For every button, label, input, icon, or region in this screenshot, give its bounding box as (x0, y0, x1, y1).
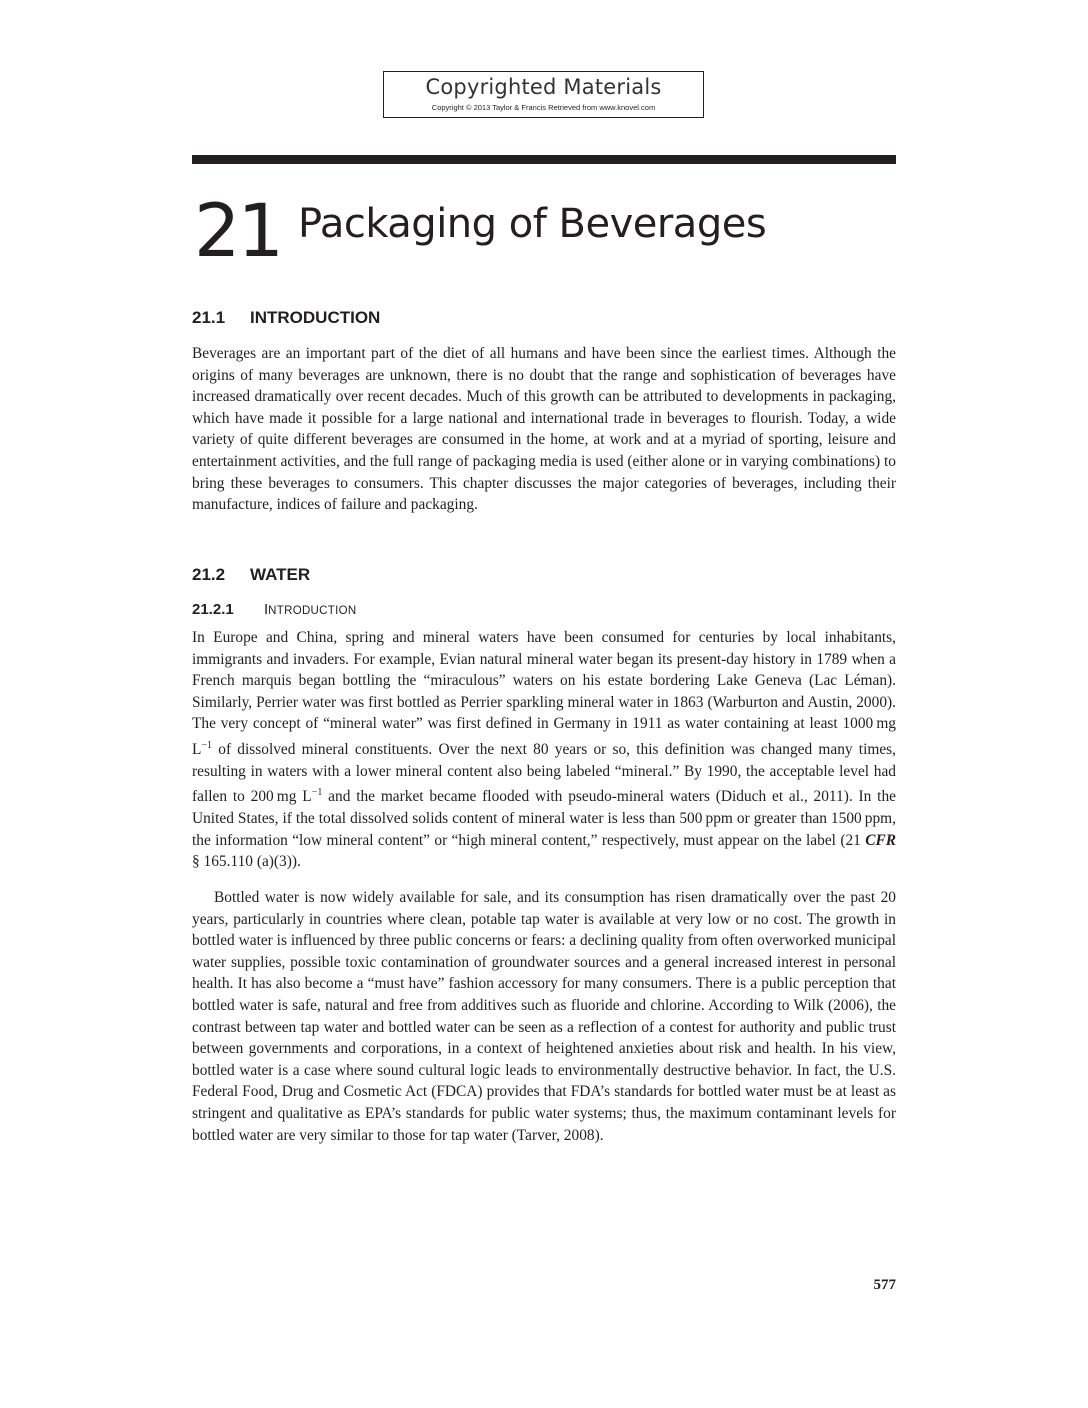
section-number: 21.1 (192, 308, 226, 327)
water-paragraph-2: Bottled water is now widely available for sale, and its consumption has risen dramatically over the past 20 years, particularly in countries where clean, potable tap water is available at very low or no cost. The growth in bottled water is influenced by three public concerns or fears: a declining quality from often overworked municipal water supplies, possible toxic contamination of groundwater sources and a general increased interest in personal health. It has also become a “must have” fashion accessory for many consumers. There is a public perception that bottled water is safe, natural and free from additives such as fluoride and chlorine. According to Wilk (2006), the contrast between tap water and bottled water can be seen as a reflection of a contest for authority and public trust between governments and corporations, in a context of heightened anxieties about risk and health. In his view, bottled water is a case where sound cultural logic leads to environmentally destructive behavior. In fact, the U.S. Federal Food, Drug and Cosmetic Act (FDCA) provides that FDA’s standards for bottled water must be at least as stringent and qualitative as EPA’s standards for public water systems; thus, the maximum contaminant levels for bottled water are very similar to those for tap water (Tarver, 2008). (192, 889, 896, 1144)
text-run: In Europe and China, spring and mineral waters have been consumed for centuries by local inhabitants, immigrants and invaders. For example, Evian natural mineral water began its present-day history in 1789 when a French marquis began bottling the “miraculous” waters on his estate bordering Lake Geneva (Lac Léman). Similarly, Perrier water was first bottled as Perrier sparkling mineral water in 1863 (Warburton and Austin, 2000). The very concept of “mineral water” was first defined in Germany in 1911 as water containing at least 1000 mg L (192, 629, 896, 759)
text-run: and the market became flooded with pseudo-mineral waters (Diduch et al., 2011). In the United States, if the total dissolved solids content of mineral water is less than 500 ppm or greater than 1500 ppm, the information “low mineral content” or “high mineral content,” respectively, must appear on the label (21 (192, 788, 896, 849)
chapter-rule (192, 155, 896, 164)
section-heading-introduction (192, 307, 380, 329)
subsection-heading-introduction (192, 600, 356, 621)
text-run: § 165.110 (a)(3)). (192, 853, 301, 871)
chapter-heading (194, 190, 894, 280)
subsection-title-initial: I (264, 601, 269, 618)
chapter-title: Packaging of Beverages (298, 201, 767, 247)
section-title: INTRODUCTION (250, 308, 381, 327)
water-paragraph-1 (192, 627, 896, 873)
subsection-title-rest: NTRODUCTION (268, 605, 357, 617)
superscript: −1 (201, 739, 213, 751)
subsection-number: 21.2.1 (192, 601, 234, 618)
copyright-stamp (383, 71, 704, 118)
section-heading-water (192, 564, 310, 586)
superscript: −1 (311, 787, 323, 799)
intro-paragraph: Beverages are an important part of the diet of all humans and have been since the earliest times. Although the origins of many beverages are unknown, there is no doubt that the range and sophistication of beverages have increased dramatically over recent decades. Much of this growth can be attributed to developments in packaging, which have made it possible for a large national and international trade in beverages to flourish. Today, a wide variety of quite different beverages are consumed in the home, at work and at a myriad of sporting, leisure and entertainment activities, and the full range of packaging media is used (either alone or in varying combinations) to bring these beverages to consumers. This chapter discusses the major categories of beverages, including their manufacture, indices of failure and packaging. (192, 345, 896, 514)
section-number: 21.2 (192, 565, 226, 584)
chapter-number: 21 (194, 189, 281, 274)
stamp-subtitle: Copyright © 2013 Taylor & Francis Retrieved from www.knovel.com (431, 103, 656, 112)
section-title: WATER (250, 565, 311, 584)
page-number: 577 (873, 1277, 896, 1293)
cfr-abbrev: CFR (865, 831, 896, 849)
stamp-title: Copyrighted Materials (425, 75, 662, 99)
text-run: of dissolved mineral constituents. Over the next 80 years or so, this definition was changed many times, resulting in waters with a lower mineral content also being labeled “mineral.” By 1990, the acceptable level had fallen to 200 mg L (192, 741, 896, 806)
